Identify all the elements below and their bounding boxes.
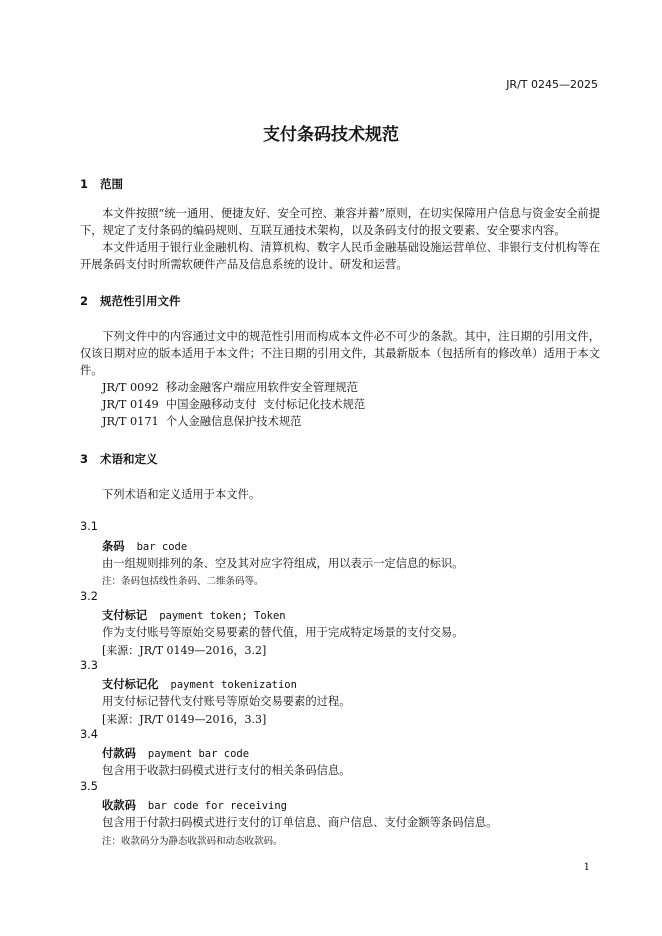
document-number: JR/T 0245—2025	[506, 78, 598, 91]
term-zh: 收款码	[102, 799, 136, 812]
term-number: 3.1	[80, 520, 98, 533]
term-number: 3.4	[80, 728, 98, 741]
term-number: 3.2	[80, 590, 98, 603]
section-intro: 下列术语和定义适用于本文件。	[102, 488, 261, 501]
term-source: [来源：JR/T 0149—2016，3.3]	[102, 713, 267, 726]
paragraph: 本文件按照“统一通用、便捷友好、安全可控、兼容并蓄”原则，在切实保障用户信息与资金安全前提下，规定了支付条码的编码规则、互联互通技术架构，以及条码支付的报文要素、安全要求内容。	[80, 207, 600, 237]
term-en: bar code for receiving	[147, 800, 287, 812]
section-heading-3	[80, 451, 158, 467]
term-heading	[102, 676, 297, 692]
term-heading	[102, 607, 286, 623]
document-title: 支付条码技术规范	[263, 125, 399, 145]
page-number: 1	[583, 862, 590, 873]
term-zh: 条码	[102, 540, 125, 553]
term-note: 注：条码包括线性条码、二维条码等。	[102, 576, 264, 587]
term-zh: 支付标记化	[102, 678, 159, 691]
reference-item: JR/T 0092 移动金融客户端应用软件安全管理规范	[102, 381, 358, 394]
term-definition: 由一组规则排列的条、空及其对应字符组成，用以表示一定信息的标识。	[102, 557, 464, 570]
section-title: 规范性引用文件	[100, 294, 181, 308]
reference-item: JR/T 0171 个人金融信息保护技术规范	[102, 415, 302, 428]
reference-list	[102, 379, 365, 430]
term-note: 注：收款码分为静态收款码和动态收款码。	[102, 836, 283, 847]
term-definition: 包含用于收款扫码模式进行支付的相关条码信息。	[102, 764, 351, 777]
term-heading	[102, 797, 287, 813]
term-en: payment token; Token	[159, 610, 286, 622]
paragraph: 本文件适用于银行业金融机构、清算机构、数字人民币金融基础设施运营单位、非银行支付机构等在开展条码支付时所需软硬件产品及信息系统的设计、研发和运营。	[80, 241, 600, 271]
term-en: bar code	[136, 541, 188, 553]
section-number: 1	[80, 177, 89, 191]
term-zh: 支付标记	[102, 609, 148, 622]
term-en: payment bar code	[147, 748, 250, 760]
term-number: 3.3	[80, 659, 98, 672]
term-definition: 用支付标记替代支付账号等原始交易要素的过程。	[102, 695, 351, 708]
term-definition: 包含用于付款扫码模式进行支付的订单信息、商户信息、支付金额等条码信息。	[102, 816, 498, 829]
section-heading-2	[80, 293, 181, 309]
term-source: [来源：JR/T 0149—2016，3.2]	[102, 644, 267, 657]
section-title: 范围	[100, 177, 123, 191]
term-number: 3.5	[80, 780, 98, 793]
term-definition: 作为支付账号等原始交易要素的替代值，用于完成特定场景的支付交易。	[102, 626, 464, 639]
reference-item: JR/T 0149 中国金融移动支付 支付标记化技术规范	[102, 398, 366, 411]
section-title: 术语和定义	[100, 452, 158, 466]
section-number: 3	[80, 452, 89, 466]
section-heading-1	[80, 176, 123, 192]
term-heading	[102, 745, 249, 761]
term-heading	[102, 538, 187, 554]
term-zh: 付款码	[102, 747, 136, 760]
paragraph: 下列文件中的内容通过文中的规范性引用而构成本文件必不可少的条款。其中，注日期的引用文件，仅该日期对应的版本适用于本文件；不注日期的引用文件，其最新版本（包括所有的修改单）适用于本文件。	[80, 330, 600, 377]
term-en: payment tokenization	[170, 679, 297, 691]
section-number: 2	[80, 294, 89, 308]
